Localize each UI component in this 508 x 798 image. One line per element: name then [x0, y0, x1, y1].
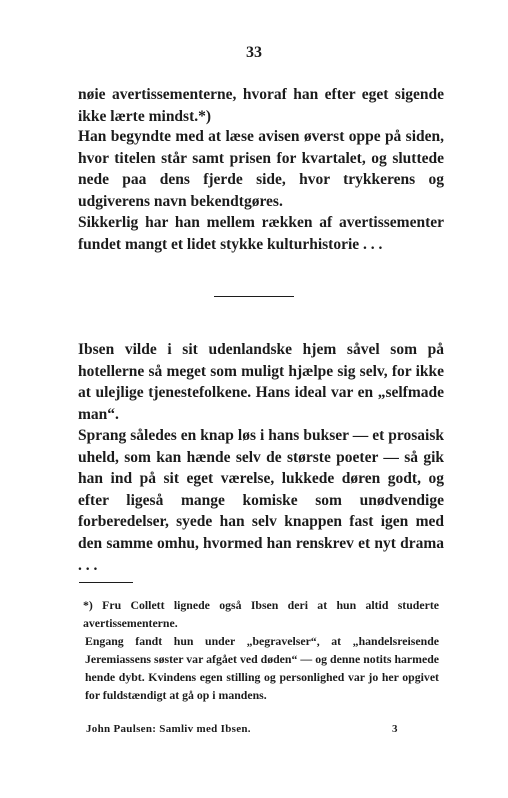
paragraph-button-anecdote: Sprang således en knap løs i hans bukser — et prosaisk uheld, som kan hænde selv de største poeter — så gik han ind på sit eget værelse, lukkede døren godt, og efter ligeså mange komiske som unødvendige forberedelser, syede han selv knappen fast igen med den samme omhu, hvormed han renskrev et nyt drama . . .	[78, 427, 444, 574]
footnote-funeral-notice: Engang fandt hun under „begravelser“, at „handelsreisende Jeremiassens søster var afgået ved døden“ — og denne notits harmede hende dybt. Kvindens egen stilling og personlighed var jo her opgivet for fuldstændigt at gå op i mandens.	[85, 634, 439, 702]
footnote-divider	[79, 582, 133, 583]
printer-signature: John Paulsen: Samliv med Ibsen.	[86, 723, 251, 735]
paragraph-ibsen-ideal: Ibsen vilde i sit udenlandske hjem såvel som på hotellerne så meget som muligt hjælpe sig selv, for ikke at ulejlige tjenestefolkene. Hans ideal var en „selfmade man“.	[78, 341, 444, 423]
signature-mark: 3	[392, 723, 398, 735]
page-number: 33	[246, 44, 262, 61]
paragraph-newspaper-reading: Han begyndte med at læse avisen øverst oppe på siden, hvor titelen står samt prisen for kvartalet, og sluttede nede paa dens fjerde side, hvor trykkerens og udgiverens navn bekendtgøres.	[78, 128, 444, 210]
paragraph-cultural-history: Sikkerlig har han mellem rækken af avertissementer fundet mangt et lidet stykke kulturhistorie . . .	[78, 214, 444, 253]
paragraph-continuation: nøie avertissementerne, hvoraf han efter eget sigende ikke lærte mindst.*)	[78, 86, 444, 125]
section-divider	[214, 296, 294, 297]
footnote-collett: *) Fru Collett lignede også Ibsen deri at hun altid studerte avertissementerne.	[83, 598, 439, 630]
